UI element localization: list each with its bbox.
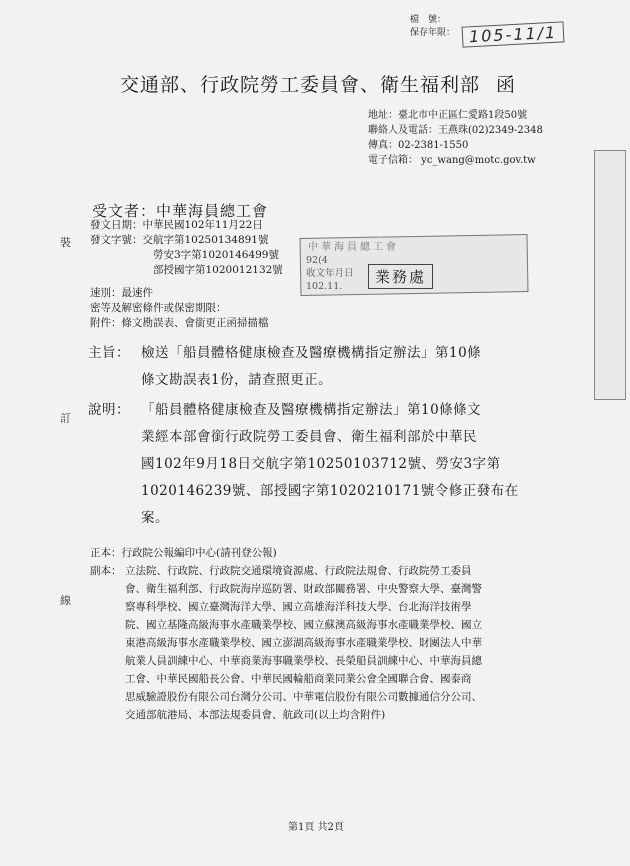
binding-margin-char: 訂 — [60, 412, 71, 425]
cc-line: 立法院、行政院、行政院交通環境資源處、行政院法規會、行政院勞工委員 — [125, 565, 472, 577]
cc-line: 交通部航港局、本部法規委員會、航政司(以上均含附件) — [125, 709, 386, 721]
archive-retention-label: 保存年限： — [410, 28, 456, 38]
explanation-label: 說明： — [88, 402, 130, 418]
contact-person: 聯絡人及電話：王燕珠(02)2349-2348 — [368, 125, 543, 136]
contact-email: 電子信箱： yc_wang@motc.gov.tw — [368, 155, 536, 166]
cc-line: 察專科學校、國立臺灣海洋大學、國立高雄海洋科技大學、台北海洋技術學 — [125, 601, 472, 613]
cc-line: 航業人員訓練中心、中華商業海事職業學校、長榮船員訓練中心、中華海員總 — [125, 655, 482, 667]
doc-number-2: 勞安3字第1020146499號 — [153, 249, 279, 261]
contact-block — [368, 108, 543, 168]
archive-number-label: 檔 號： — [410, 15, 447, 25]
archive-info — [410, 14, 455, 40]
subject-line: 檢送「船員體格健康檢查及醫療機構指定辦法」第10條 — [141, 345, 482, 361]
explanation-line: 業經本部會銜行政院勞工委員會、衛生福利部於中華民 — [141, 429, 477, 445]
secrecy-class: 密等及解密條件或保密期限： — [90, 302, 227, 314]
cc-line: 會、衛生福利部、行政院海岸巡防署、財政部關務署、中央警察大學、臺灣警 — [125, 583, 482, 595]
cc-line: 東港高級海事水產職業學校、國立澎湖高級海事水產職業學校、財團法人中華 — [125, 637, 482, 649]
receipt-stamp-unit: 業務處 — [368, 264, 433, 289]
explanation-line: 「船員體格健康檢查及醫療機構指定辦法」第10條條文 — [141, 402, 482, 418]
subject-label: 主旨： — [88, 345, 130, 361]
cc-line: 院、國立基隆高級海事水產職業學校、國立蘇澳高級海事水產職業學校、國立 — [125, 619, 482, 631]
receipt-stamp-fields — [306, 254, 354, 293]
document-title — [120, 70, 516, 97]
issue-date: 發文日期：中華民國102年11月22日 — [90, 219, 263, 231]
binding-margin-char: 線 — [60, 594, 71, 607]
receipt-stamp-number: 92(4 — [306, 255, 328, 266]
cc-line: 思威驗證股份有限公司台灣分公司、中華電信股份有限公司數據通信分公司、 — [125, 691, 482, 703]
cc-line: 工會、中華民國船長公會、中華民國輪船商業同業公會全國聯合會、國泰商 — [125, 673, 472, 685]
page-footer: 第1頁 共2頁 — [288, 822, 344, 833]
cc-label: 副本： — [90, 565, 122, 577]
doc-number-1: 發文字號：交航字第10250134891號 — [90, 234, 269, 246]
binding-margin-char: 裝 — [60, 236, 71, 249]
attachments: 附件：條文勘誤表、會銜更正函掃描檔 — [90, 317, 269, 329]
explanation-line: 國102年9月18日交航字第10250103712號、勞安3字第 — [141, 456, 501, 472]
receipt-stamp-date: 102.11. — [306, 281, 343, 292]
document-type: 函 — [496, 74, 517, 96]
explanation-line: 案。 — [141, 510, 169, 526]
doc-number-3: 部授國字第1020012132號 — [153, 264, 283, 276]
contact-address: 地址：臺北市中正區仁愛路1段50號 — [368, 110, 528, 121]
main-copy: 正本：行政院公報編印中心(請刊登公報) — [90, 547, 277, 559]
side-stamp-box — [594, 150, 626, 400]
explanation-line: 1020146239號、部授國字第1020210171號令修正發布在 — [141, 483, 519, 499]
archive-handwritten-number: 105-11/1 — [462, 21, 565, 47]
subject-line: 條文勘誤表1份，請查照更正。 — [141, 372, 333, 388]
recipient: 受文者：中華海員總工會 — [92, 202, 269, 220]
issuing-agencies: 交通部、行政院勞工委員會、衛生福利部 — [120, 74, 481, 96]
receipt-stamp-date-label: 收文年月日 — [306, 268, 354, 279]
speed-class: 速別：最速件 — [90, 287, 153, 299]
contact-fax: 傳真：02-2381-1550 — [368, 140, 469, 151]
receipt-stamp-header: 中華海員總工會 — [308, 242, 399, 253]
